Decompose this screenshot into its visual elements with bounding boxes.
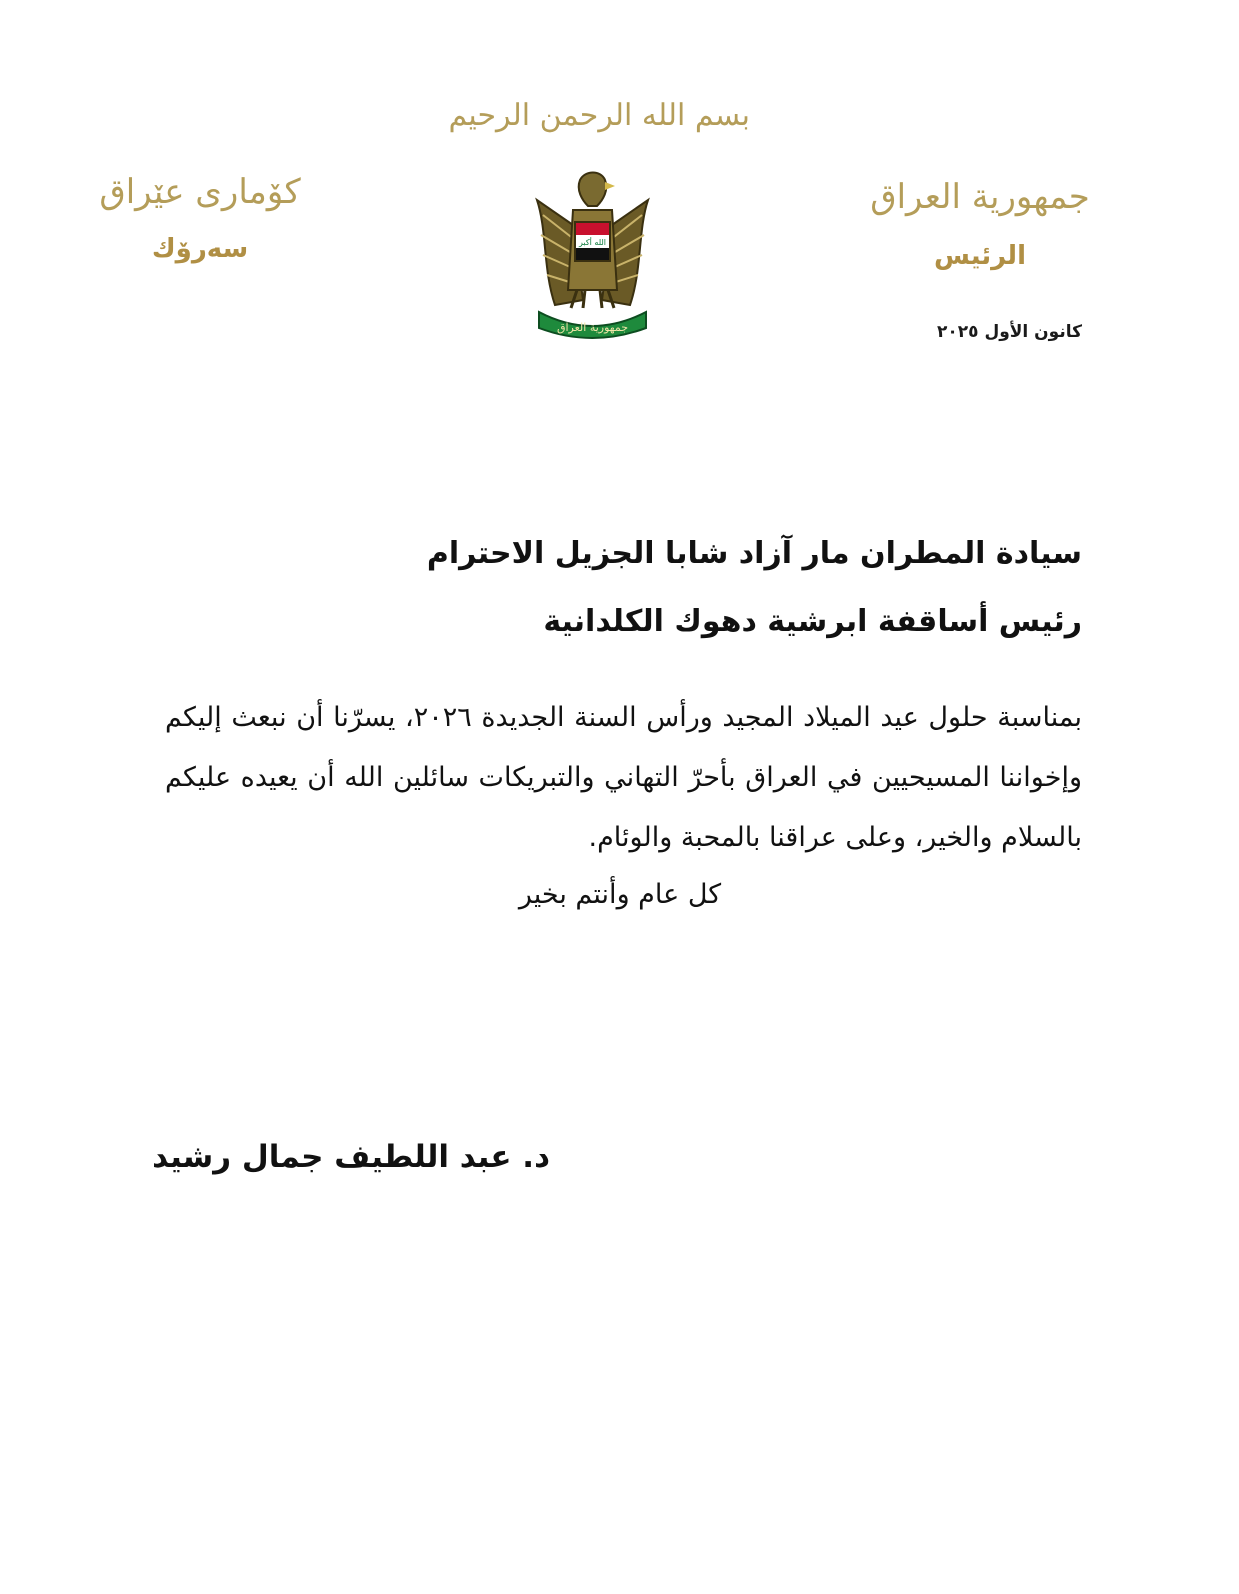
arabic-letterhead: [840, 170, 1120, 276]
emblem-banner-text: جمهورية العراق: [556, 321, 629, 334]
kurdish-republic-title: كۆماری عێراق: [99, 172, 301, 212]
letter-body: بمناسبة حلول عيد الميلاد المجيد ورأس السنة الجديدة ٢٠٢٦، يسرّنا أن نبعث إليكم وإخواننا المسيحيين في العراق بأحرّ التهاني والتبريكات سائلين الله أن يعيده عليكم بالسلام والخير، وعلى عراقنا بالمحبة والوئام.: [165, 702, 1082, 853]
closing-greeting: كل عام وأنتم بخير: [518, 879, 722, 910]
recipient-line-2: رئيس أساقفة ابرشية دهوك الكلدانية: [543, 604, 1082, 639]
recipient-line-1: سيادة المطران مار آزاد شابا الجزيل الاحترام: [426, 536, 1082, 571]
kurdish-letterhead: [60, 165, 340, 269]
arabic-republic-title: جمهورية العراق: [870, 177, 1090, 217]
iraq-eagle-emblem-icon: [525, 170, 660, 345]
basmala-text: بسم الله الرحمن الرحيم: [448, 98, 750, 133]
kurdish-president-title: سەرۆك: [151, 234, 249, 264]
letter-date: كانون الأول ٢٠٢٥: [937, 322, 1082, 342]
arabic-president-title: الرئيس: [934, 241, 1026, 271]
emblem-flag-text: الله أكبر: [579, 238, 606, 247]
signatory-name: د. عبد اللطيف جمال رشيد: [152, 1139, 550, 1175]
